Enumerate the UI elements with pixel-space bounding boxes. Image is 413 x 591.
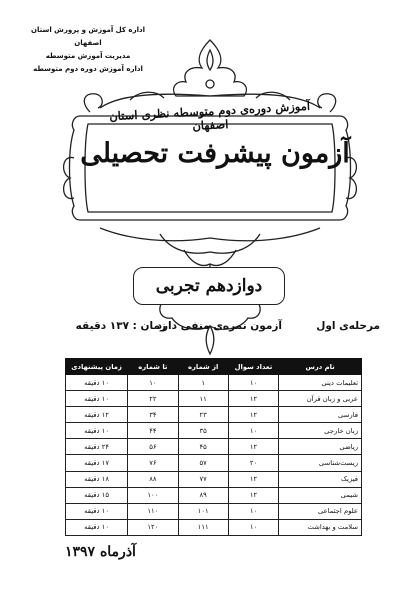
cell-from: ۳۵ [178,423,228,439]
ornamental-frame [60,38,360,368]
header-from: از شماره [178,359,228,375]
table-row [66,471,362,487]
cell-lesson: فیزیک [279,471,362,487]
table-row [66,487,362,503]
table-row [66,391,362,407]
cell-lesson: فارسی [279,407,362,423]
table-row [66,455,362,471]
cell-question-count: ۱۰ [228,503,278,519]
cell-lesson: تعلیمات دینی [279,375,362,391]
cell-lesson: شیمی [279,487,362,503]
cell-to: ۸۸ [128,471,178,487]
cell-to: ۱۰ [128,375,178,391]
issuer-line-1: اداره کل آموزش و پرورش استان اصفهان [31,26,145,47]
cell-suggested-time: ۱۲ دقیقه [66,407,128,423]
cell-question-count: ۱۲ [228,407,278,423]
cell-lesson: ریاضی [279,439,362,455]
banner-subtitle: آموزش دوره‌ی دوم متوسطه نظری استان اصفهان [108,98,311,133]
cell-suggested-time: ۱۰ دقیقه [66,423,128,439]
cell-lesson: عربی و زبان قرآن [279,391,362,407]
cell-suggested-time: ۱۸ دقیقه [66,471,128,487]
grade-label: دوازدهم تجربی [155,276,263,296]
cell-to: ۷۶ [128,455,178,471]
exam-stage: مرحله‌ی اول [316,320,380,332]
cell-suggested-time: ۱۰ دقیقه [66,519,128,535]
cell-lesson: سلامت و بهداشت [279,519,362,535]
table-row [66,439,362,455]
cell-question-count: ۱۲ [228,391,278,407]
issuer-line-3: اداره آموزش دوره دوم متوسطه [33,65,143,73]
negative-marking-note: آزمون نمره‌ی منفی دارد [156,320,282,332]
cell-question-count: ۱۲ [228,439,278,455]
cell-to: ۱۱۰ [128,503,178,519]
table-row [66,375,362,391]
cell-suggested-time: ۱۵ دقیقه [66,487,128,503]
cell-question-count: ۱۲ [228,471,278,487]
cell-question-count: ۱۲ [228,487,278,503]
table-row [66,423,362,439]
cell-to: ۴۴ [128,423,178,439]
cell-question-count: ۱۰ [228,423,278,439]
cell-to: ۱۲۰ [128,519,178,535]
cell-from: ۴۵ [178,439,228,455]
exam-date: آذرماه ۱۳۹۷ [65,544,136,560]
issuer-line-2: مدیریت آموزش متوسطه [45,52,131,60]
cell-suggested-time: ۱۰ دقیقه [66,375,128,391]
cell-suggested-time: ۱۰ دقیقه [66,391,128,407]
cell-from: ۱ [178,375,228,391]
cell-from: ۱۰۱ [178,503,228,519]
table-header-row [66,359,362,375]
table-body [66,375,362,536]
cell-question-count: ۲۰ [228,455,278,471]
cell-from: ۷۷ [178,471,228,487]
cell-to: ۲۲ [128,391,178,407]
header-to: تا شماره [128,359,178,375]
grade-label-box [133,267,285,305]
cell-suggested-time: ۱۰ دقیقه [66,503,128,519]
cell-to: ۳۴ [128,407,178,423]
cell-from: ۸۹ [178,487,228,503]
cell-lesson: زبان خارجی [279,423,362,439]
cell-to: ۱۰۰ [128,487,178,503]
cell-from: ۵۷ [178,455,228,471]
cell-from: ۱۱ [178,391,228,407]
header-question-count: تعداد سوال [228,359,278,375]
header-suggested-time: زمان پیشنهادی [66,359,128,375]
table-row [66,503,362,519]
cell-lesson: علوم اجتماعی [279,503,362,519]
cell-lesson: زیست‌شناسی [279,455,362,471]
table-row [66,519,362,535]
cell-from: ۲۳ [178,407,228,423]
exam-info-row [60,320,380,336]
cell-to: ۵۶ [128,439,178,455]
header-lesson: نام درس [279,359,362,375]
banner-title: آزمون پیشرفت تحصیلی [80,138,350,169]
cell-suggested-time: ۱۷ دقیقه [66,455,128,471]
subjects-table [65,358,362,536]
cell-suggested-time: ۲۴ دقیقه [66,439,128,455]
cell-question-count: ۱۰ [228,375,278,391]
exam-duration: زمان : ۱۳۷ دقیقه [75,320,166,332]
table-row [66,407,362,423]
cell-from: ۱۱۱ [178,519,228,535]
cell-question-count: ۱۰ [228,519,278,535]
